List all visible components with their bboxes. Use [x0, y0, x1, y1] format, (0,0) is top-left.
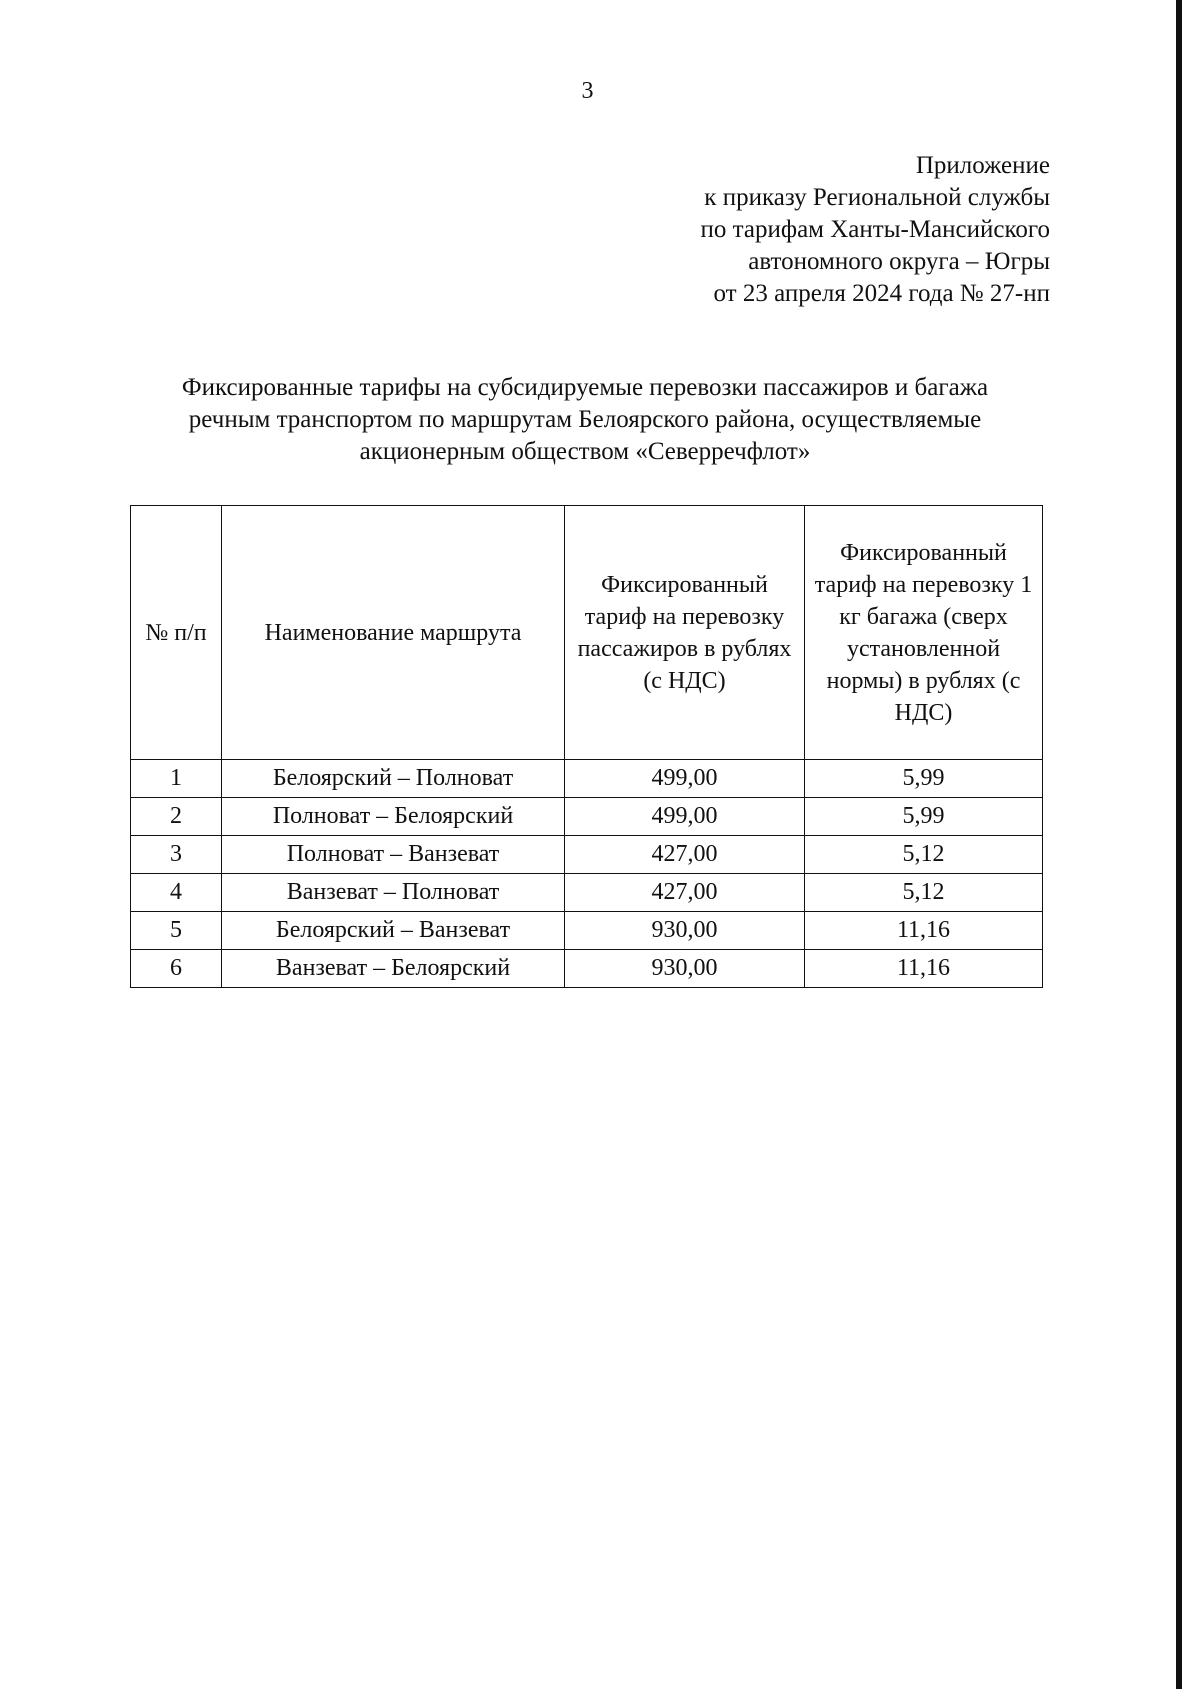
table-row	[131, 798, 1043, 836]
table-row	[131, 760, 1043, 798]
row-passenger-tariff: 930,00	[565, 950, 805, 988]
table-row	[131, 874, 1043, 912]
row-route: Ванзеват – Белоярский	[222, 950, 565, 988]
row-baggage-tariff: 11,16	[805, 950, 1043, 988]
appendix-line: к приказу Региональной службы	[704, 184, 1050, 211]
row-route: Белоярский – Ванзеват	[222, 912, 565, 950]
row-baggage-tariff: 5,99	[805, 798, 1043, 836]
row-number: 6	[131, 950, 222, 988]
row-number: 2	[131, 798, 222, 836]
row-number: 4	[131, 874, 222, 912]
appendix-line: автономного округа – Югры	[748, 248, 1050, 275]
row-baggage-tariff: 5,12	[805, 836, 1043, 874]
row-passenger-tariff: 930,00	[565, 912, 805, 950]
row-passenger-tariff: 499,00	[565, 760, 805, 798]
row-baggage-tariff: 11,16	[805, 912, 1043, 950]
header-route: Наименование маршрута	[222, 506, 565, 760]
scan-edge-border	[1176, 0, 1182, 1689]
appendix-header	[701, 150, 1050, 310]
row-route: Ванзеват – Полноват	[222, 874, 565, 912]
row-passenger-tariff: 427,00	[565, 874, 805, 912]
table-header-row	[131, 506, 1043, 760]
header-baggage-tariff: Фиксированный тариф на перевозку 1 кг багажа (сверх установленной нормы) в рублях (с НДС)	[805, 506, 1043, 760]
row-passenger-tariff: 427,00	[565, 836, 805, 874]
tariff-table	[130, 505, 1043, 988]
appendix-line: от 23 апреля 2024 года № 27-нп	[713, 280, 1050, 307]
header-number: № п/п	[131, 506, 222, 760]
row-baggage-tariff: 5,99	[805, 760, 1043, 798]
appendix-line: Приложение	[915, 152, 1050, 179]
document-title	[115, 372, 1055, 468]
table-row	[131, 950, 1043, 988]
row-baggage-tariff: 5,12	[805, 874, 1043, 912]
row-route: Полноват – Ванзеват	[222, 836, 565, 874]
row-passenger-tariff: 499,00	[565, 798, 805, 836]
table-row	[131, 912, 1043, 950]
title-line: акционерным обществом «Северречфлот»	[359, 438, 811, 465]
header-passenger-tariff: Фиксированный тариф на перевозку пассажиров в рублях (с НДС)	[565, 506, 805, 760]
row-route: Белоярский – Полноват	[222, 760, 565, 798]
table-row	[131, 836, 1043, 874]
row-number: 1	[131, 760, 222, 798]
row-route: Полноват – Белоярский	[222, 798, 565, 836]
row-number: 5	[131, 912, 222, 950]
appendix-line: по тарифам Ханты-Мансийского	[700, 216, 1050, 243]
title-line: речным транспортом по маршрутам Белоярского района, осуществляемые	[188, 406, 982, 433]
title-line: Фиксированные тарифы на субсидируемые перевозки пассажиров и багажа	[181, 374, 989, 401]
row-number: 3	[131, 836, 222, 874]
page-number: 3	[581, 78, 594, 104]
